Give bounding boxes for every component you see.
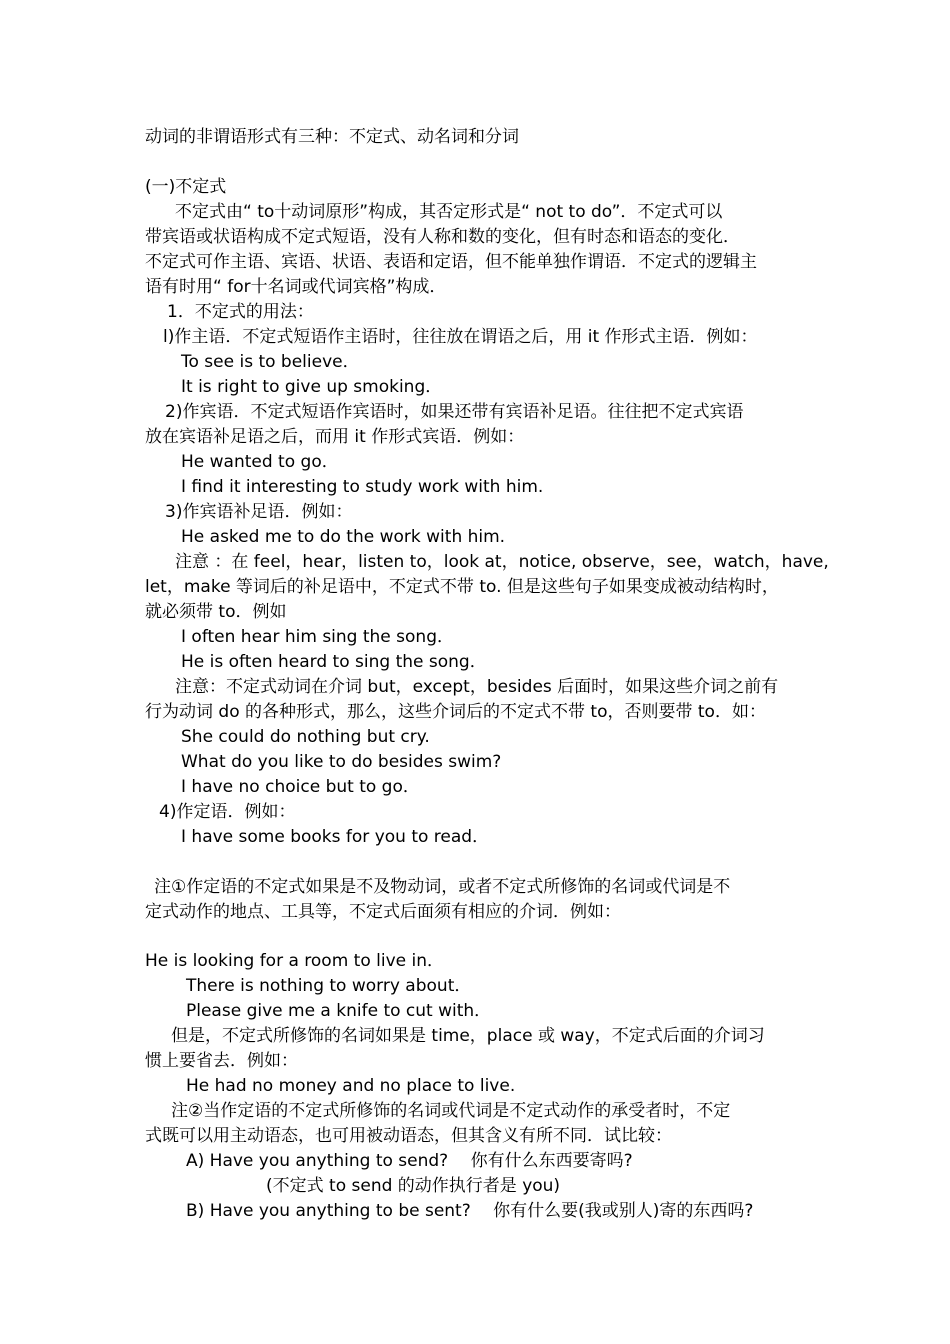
example-sentence: Please give me a knife to cut with． xyxy=(186,1001,492,1021)
usage-heading: 1．不定式的用法： xyxy=(167,302,314,322)
attribute-rule: 4)作定语．例如： xyxy=(159,802,296,822)
comparison-a-note: (不定式 to send 的动作执行者是 you) xyxy=(266,1176,561,1196)
example-sentence: I have no choice but to go． xyxy=(181,777,420,797)
note-paragraph: 注意 ：在 feel，hear，listen to，look at，notice, observe，see，watch，have, xyxy=(175,552,829,572)
note-paragraph: 注②当作定语的不定式所修饰的名词或代词是不定式动作的承受者时，不定 xyxy=(171,1101,731,1121)
note-paragraph: let，make 等词后的补足语中，不定式不带 to. 但是这些句子如果变成被动结构时， xyxy=(145,577,779,597)
example-sentence: I find it interesting to study work with him. xyxy=(181,477,544,497)
example-sentence: What do you like to do besides swim? xyxy=(181,752,502,772)
example-sentence: He wanted to go． xyxy=(181,452,339,472)
intro-line: 不定式由“ to十动词原形”构成，其否定形式是“ not to do”．不定式可以 xyxy=(175,202,723,222)
note-paragraph: 行为动词 do 的各种形式，那么，这些介词后的不定式不带 to，否则要带 to．如： xyxy=(145,702,766,722)
document-title: 动词的非谓语形式有三种：不定式、动名词和分词 xyxy=(145,127,519,147)
comparison-a: A) Have you anything to send? 你有什么东西要寄吗? xyxy=(186,1151,633,1171)
example-sentence: He asked me to do the work with him. xyxy=(181,527,506,547)
example-sentence: He is looking for a room to live in． xyxy=(145,951,445,971)
object-rule: 2)作宾语．不定式短语作宾语时，如果还带有宾语补足语。往往把不定式宾语 xyxy=(165,402,744,422)
intro-line: 带宾语或状语构成不定式短语，没有人称和数的变化，但有时态和语态的变化． xyxy=(145,227,740,247)
example-sentence: He is often heard to sing the song． xyxy=(181,652,487,672)
example-sentence: He had no money and no place to live. xyxy=(186,1076,516,1096)
example-sentence: She could do nothing but cry. xyxy=(181,727,430,747)
example-sentence: There is nothing to worry about． xyxy=(186,976,472,996)
note-paragraph: 惯上要省去．例如： xyxy=(145,1051,298,1071)
example-sentence: It is right to give up smoking． xyxy=(181,377,443,397)
note-paragraph: 但是，不定式所修饰的名词如果是 time，place 或 way，不定式后面的介词习 xyxy=(171,1026,765,1046)
section-heading: (一)不定式 xyxy=(145,177,227,197)
note-paragraph: 注意：不定式动词在介词 but，except，besides 后面时，如果这些介词之前有 xyxy=(175,677,779,697)
note-paragraph: 就必须带 to．例如 xyxy=(145,602,287,622)
example-sentence: I have some books for you to read． xyxy=(181,827,490,847)
subject-rule: l)作主语．不定式短语作主语时，往往放在谓语之后，用 it 作形式主语．例如： xyxy=(163,327,758,347)
intro-line: 语有时用“ for十名词或代词宾格”构成． xyxy=(145,277,447,297)
intro-line: 不定式可作主语、宾语、状语、表语和定语，但不能单独作谓语．不定式的逻辑主 xyxy=(145,252,757,272)
complement-rule: 3)作宾语补足语．例如： xyxy=(165,502,353,522)
example-sentence: I often hear him sing the song． xyxy=(181,627,454,647)
note-paragraph: 式既可以用主动语态，也可用被动语态，但其含义有所不同．试比较： xyxy=(145,1126,672,1146)
object-rule: 放在宾语补足语之后，而用 it 作形式宾语．例如： xyxy=(145,427,525,447)
note-paragraph: 定式动作的地点、工具等，不定式后面须有相应的介词．例如： xyxy=(145,902,621,922)
note-paragraph: 注①作定语的不定式如果是不及物动词，或者不定式所修饰的名词或代词是不 xyxy=(154,877,731,897)
comparison-b: B) Have you anything to be sent? 你有什么要(我或别人)寄的东西吗? xyxy=(186,1201,754,1221)
example-sentence: To see is to believe． xyxy=(181,352,360,372)
